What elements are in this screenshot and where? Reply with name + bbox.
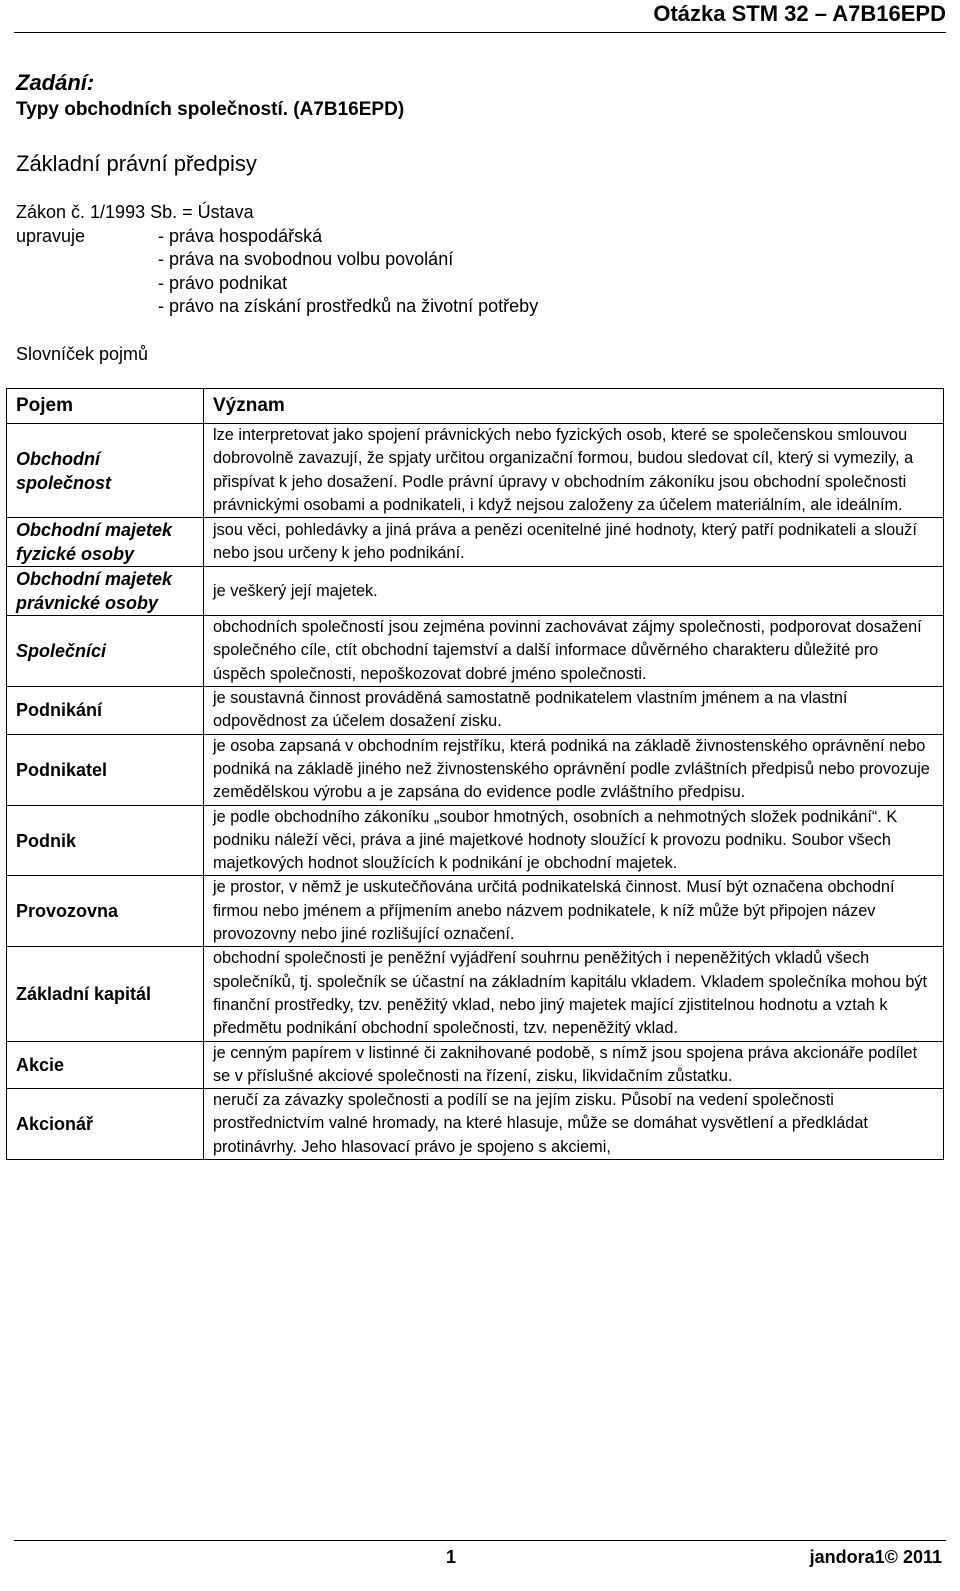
definition-cell: je prostor, v němž je uskutečňována určitá podnikatelská činnost. Musí být označena obchodní firmou nebo jménem a příjmením anebo názvem podnikatele, k níž může být připojen název provozovny nebo jiné rozlišující označení.	[204, 876, 944, 947]
table-row	[7, 734, 944, 805]
term-cell: Základní kapitál	[7, 947, 204, 1041]
term-cell: Provozovna	[7, 876, 204, 947]
term-cell: Podnik	[7, 805, 204, 876]
term-cell: Akcionář	[7, 1089, 204, 1160]
law-item	[16, 272, 538, 296]
term-cell: Podnikatel	[7, 734, 204, 805]
table-row	[7, 1089, 944, 1160]
glossary-table	[6, 388, 944, 1160]
page-number: 1	[446, 1547, 457, 1567]
footer-divider	[14, 1540, 946, 1541]
document-title: Otázka STM 32 – A7B16EPD	[653, 1, 946, 26]
law-item-text: - práva hospodářská	[158, 225, 323, 246]
term-cell: Obchodní majetek právnické osoby	[7, 567, 204, 616]
column-header-term: Pojem	[7, 389, 204, 424]
table-row	[7, 876, 944, 947]
definition-cell: neručí za závazky společnosti a podílí se na jejím zisku. Působí na vedení společnosti prostřednictvím valné hromady, na které hlasuje, může se domáhat vysvětlení a předkládat protinávrhy. Jeho hlasovací právo je spojeno s akciemi,	[204, 1089, 944, 1160]
definition-cell: je podle obchodního zákoníku „soubor hmotných, osobních a nehmotných složek podnikání“. K podniku náleží věci, práva a jiné majetkové hodnoty sloužící k provozu podniku. Soubor všech majetkových hodnot sloužících k podnikání je obchodní majetek.	[204, 805, 944, 876]
term-cell: Akcie	[7, 1041, 204, 1089]
table-row	[7, 616, 944, 687]
glossary-heading: Slovníček pojmů	[16, 344, 149, 364]
column-header-meaning: Význam	[204, 389, 944, 424]
definition-cell: obchodních společností jsou zejména povinni zachovávat zájmy společnosti, podporovat dosažení společného cíle, ctít obchodní tajemství a další informace důvěrného charakteru důležité pro úspěch společnosti, nepoškozovat dobré jméno společnosti.	[204, 616, 944, 687]
definition-cell: je veškerý její majetek.	[204, 567, 944, 616]
term-cell: Obchodní společnost	[7, 424, 204, 518]
table-row	[7, 947, 944, 1041]
law-item	[16, 295, 538, 319]
definition-cell: je cenným papírem v listinné či zaknihované podobě, s nímž jsou spojena práva akcionáře podílet se v příslušné akciové společnosti na řízení, zisku, likvidačním zůstatku.	[204, 1041, 944, 1089]
assignment-label: Zadání:	[16, 70, 95, 95]
header-divider	[14, 32, 946, 33]
term-cell: Podnikání	[7, 687, 204, 735]
table-row	[7, 805, 944, 876]
law-item-text: - právo podnikat	[158, 272, 288, 293]
definition-cell: jsou věci, pohledávky a jiná práva a penězi ocenitelné jiné hodnoty, který patří podnikateli a slouží nebo jsou určeny k jeho podnikání.	[204, 518, 944, 567]
law-block	[16, 201, 538, 319]
table-row	[7, 518, 944, 567]
table-row	[7, 424, 944, 518]
law-item-text: - právo na získání prostředků na životní potřeby	[158, 296, 539, 316]
law-item	[16, 225, 538, 249]
author-copyright: jandora1© 2011	[809, 1547, 942, 1567]
table-row	[7, 687, 944, 735]
definition-cell: je osoba zapsaná v obchodním rejstříku, která podniká na základě živnostenského oprávnění nebo podniká na základě jiného než živnostenského oprávnění podle zvláštních předpisů nebo provozuje zemědělskou výrobu a je zapsána do evidence podle zvláštního předpisu.	[204, 734, 944, 805]
table-row	[7, 567, 944, 616]
term-cell: Obchodní majetek fyzické osoby	[7, 518, 204, 567]
definition-cell: obchodní společnosti je peněžní vyjádření souhrnu peněžitých i nepeněžitých vkladů všech společníků, tj. společník se účastní na základním kapitálu vkladem. Vkladem společníka mohou být finanční prostředky, tzv. peněžitý vklad, nebo jiný majetek mající zjistitelnou hodnotu a vztah k předmětu podnikání obchodní společnosti, tzv. nepeněžitý vklad.	[204, 947, 944, 1041]
definition-cell: je soustavná činnost prováděná samostatně podnikatelem vlastním jménem a na vlastní odpovědnost za účelem dosažení zisku.	[204, 687, 944, 735]
assignment-text: Typy obchodních společností. (A7B16EPD)	[16, 99, 405, 120]
table-row	[7, 1041, 944, 1089]
table-header-row	[7, 389, 944, 424]
law-item	[16, 248, 538, 272]
law-title: Zákon č. 1/1993 Sb. = Ústava	[16, 202, 254, 222]
section-heading: Základní právní předpisy	[16, 151, 257, 176]
law-label: upravuje	[16, 225, 86, 246]
law-item-text: - práva na svobodnou volbu povolání	[158, 249, 454, 269]
definition-cell: lze interpretovat jako spojení právnických nebo fyzických osob, které se společenskou smlouvou dobrovolně zavazují, že spjaty určitou organizační formou, budou sledovat cíl, který si vymezily, a přispívat k jeho dosažení. Podle právní úpravy v obchodním zákoníku jsou obchodní společnosti právnickými osobami a podnikateli, i když nejsou založeny za účelem materiálním, ale ideálním.	[204, 424, 944, 518]
term-cell: Společníci	[7, 616, 204, 687]
